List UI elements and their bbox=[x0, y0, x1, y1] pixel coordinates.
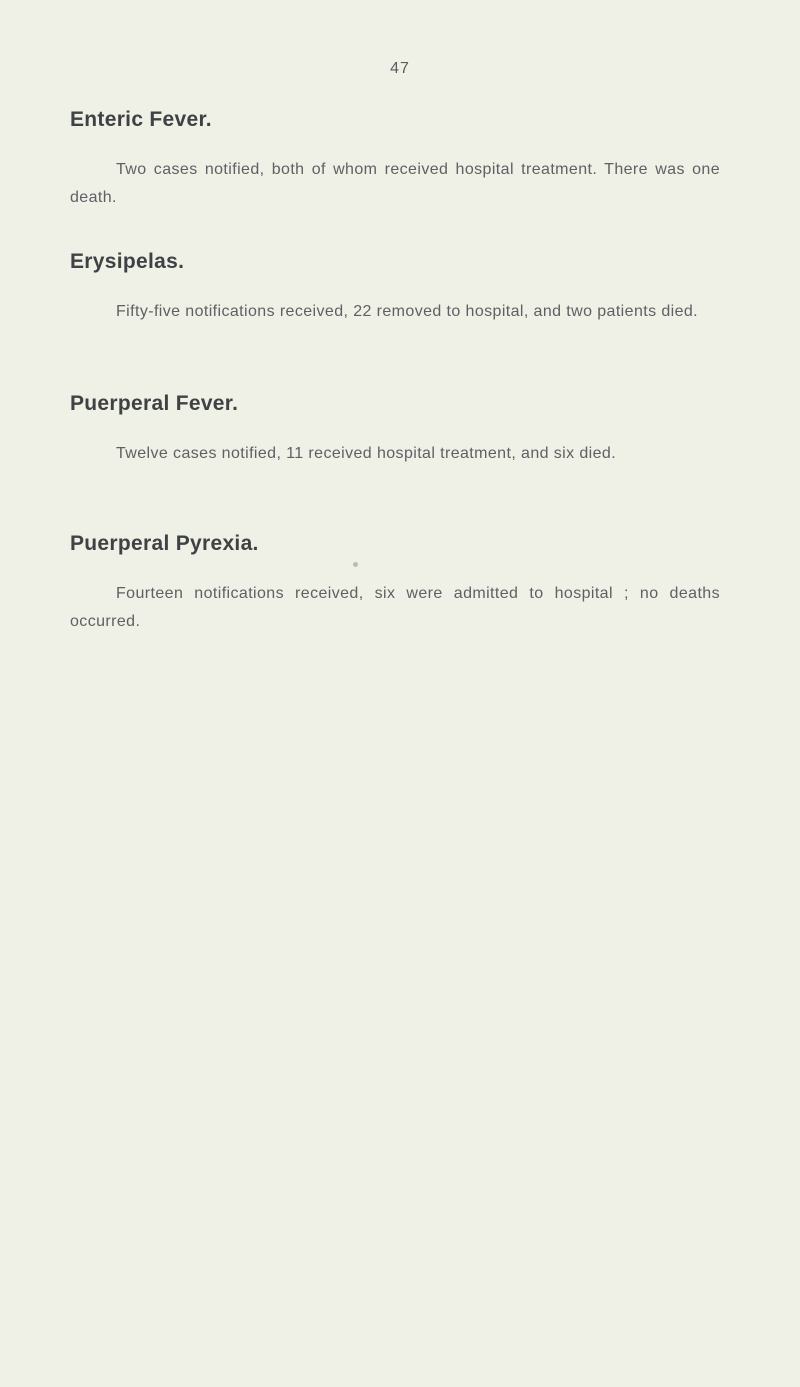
section-paragraph: Fourteen notifications received, six were admitted to hospital ; no deaths occurred. bbox=[70, 585, 720, 630]
section-enteric-fever bbox=[70, 108, 720, 212]
page-number: 47 bbox=[390, 60, 410, 77]
section-heading: Enteric Fever. bbox=[70, 108, 212, 131]
section-heading: Puerperal Pyrexia. bbox=[70, 532, 259, 555]
section-puerperal-pyrexia bbox=[70, 532, 720, 636]
section-paragraph: Fifty-five notifications received, 22 removed to hospital, and two patients died. bbox=[116, 303, 699, 320]
section-paragraph: Two cases notified, both of whom received hospital treatment. There was one death. bbox=[70, 161, 720, 206]
section-paragraph: Twelve cases notified, 11 received hospital treatment, and six died. bbox=[116, 445, 617, 462]
section-heading: Erysipelas. bbox=[70, 250, 185, 273]
section-heading: Puerperal Fever. bbox=[70, 392, 239, 415]
section-erysipelas bbox=[70, 250, 720, 326]
section-puerperal-fever bbox=[70, 392, 720, 468]
paper-speck bbox=[353, 562, 358, 567]
